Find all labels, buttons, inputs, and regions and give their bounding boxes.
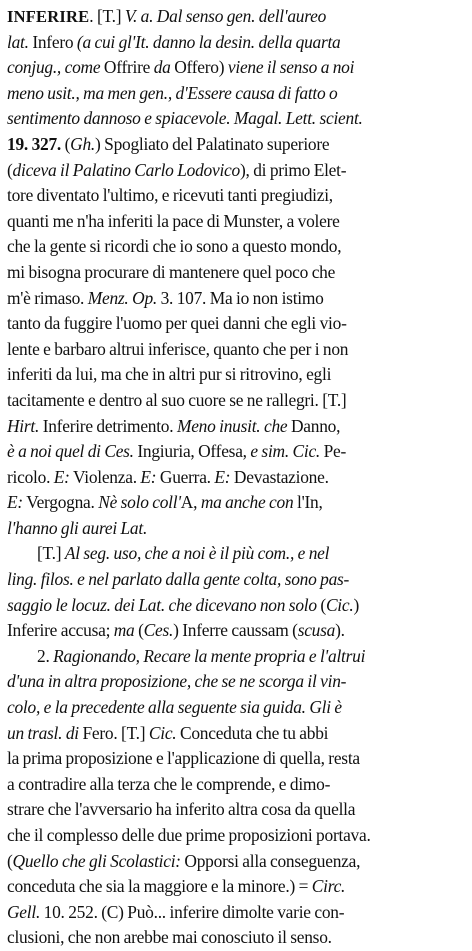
text: che il complesso delle due prime proposizioni portava. <box>7 825 371 845</box>
text: Inferire accusa; <box>7 620 114 641</box>
text: ( <box>7 850 13 871</box>
italic-text: E: <box>7 492 23 513</box>
italic-text: l'hanno gli aurei Lat. <box>7 517 148 538</box>
text: ( <box>134 620 144 641</box>
italic-text: è a noi quel di Ces. <box>7 441 134 462</box>
text: Fero. [T.] <box>78 722 149 743</box>
italic-text: d'una in altra proposizione, che se ne scorga il vin- <box>7 671 347 692</box>
italic-text: ling. filos. e nel parlato dalla gente colta, sono pas- <box>7 569 350 590</box>
entry-line-28 <box>7 695 466 721</box>
text: Devastazione. <box>230 466 329 487</box>
text: . [T.] <box>89 6 125 26</box>
text: strare che l'avversario ha inferito altra cosa da quella <box>7 799 356 820</box>
text: 10. 252. (C) Può... inferire dimolte varie con- <box>40 901 345 922</box>
text: ricolo. <box>7 466 54 487</box>
text: quanti me n'ha inferiti la pace di Munster, a volere <box>7 210 340 231</box>
entry-line-24 <box>7 593 466 619</box>
text: Opporsi alla conseguenza, <box>180 850 361 871</box>
entry-line-15 <box>7 362 466 388</box>
text: Offero) <box>170 57 228 78</box>
text: Danno, <box>287 415 341 436</box>
entry-line-2 <box>7 30 466 56</box>
entry-line-12 <box>7 286 466 312</box>
italic-text: e sim. Cic. <box>250 441 321 462</box>
entry-line-14 <box>7 337 466 363</box>
italic-text: saggio le locuz. dei Lat. che dicevano non solo <box>7 594 317 615</box>
text: la prima proposizione e l'applicazione di quella, resta <box>7 748 360 769</box>
text: tacitamente e dentro al suo cuore se ne rallegri. [T.] <box>7 389 347 410</box>
entry-line-13 <box>7 311 466 337</box>
entry-line-16 <box>7 388 466 414</box>
text: ), di primo Elet- <box>239 159 347 180</box>
entry-line-26 <box>7 644 466 670</box>
entry-line-11 <box>7 260 466 286</box>
italic-text: Circ. <box>311 876 346 897</box>
entry-line-19 <box>7 465 466 491</box>
italic-text: Meno inusit. che <box>176 415 288 436</box>
italic-text: ma <box>113 620 135 641</box>
text: a contradire alla terza che le comprende, e dimo- <box>7 773 331 794</box>
italic-text: E: <box>53 466 70 487</box>
italic-text: E: <box>214 466 231 487</box>
entry-line-33 <box>7 823 466 849</box>
italic-text: Nè solo coll' <box>98 492 181 513</box>
text: ) Inferre caussam ( <box>173 620 298 641</box>
italic-text: viene il senso a noi <box>227 57 355 78</box>
text: Guerra. <box>156 466 215 487</box>
entry-line-31 <box>7 772 466 798</box>
text: clusioni, che non arebbe mai conosciuto il senso. <box>7 927 332 948</box>
text: ). <box>335 620 345 641</box>
text: Conceduta che tu abbi <box>176 722 329 743</box>
text: che la gente si ricordi che io sono a questo mondo, <box>7 236 342 257</box>
text: ( <box>7 159 13 180</box>
text: 3. 107. Ma io non istimo <box>156 287 324 308</box>
text: [T.] <box>37 543 65 564</box>
entry-line-23 <box>7 567 466 593</box>
entry-line-22 <box>7 541 466 567</box>
entry-line-30 <box>7 746 466 772</box>
entry-line-21 <box>7 516 466 542</box>
entry-line-27 <box>7 669 466 695</box>
entry-line-37 <box>7 925 466 951</box>
italic-text: un trasl. di <box>7 722 79 743</box>
text: Pe- <box>320 441 347 462</box>
italic-text: diceva il Palatino Carlo Lodovico <box>12 159 240 180</box>
italic-text: Hirt. <box>7 415 40 436</box>
entry-line-32 <box>7 797 466 823</box>
italic-text: Cic. <box>148 722 177 743</box>
headword: INFERIRE <box>7 7 90 26</box>
text: m'è rimaso. <box>7 287 88 308</box>
entry-line-1 <box>7 4 466 30</box>
italic-text: Cic. <box>325 594 354 615</box>
italic-text: scusa <box>297 620 336 641</box>
text: l'In, <box>293 492 323 513</box>
italic-text: colo, e la precedente alla seguente sia guida. Gli è <box>7 697 342 718</box>
text: ) <box>353 594 359 615</box>
entry-line-3 <box>7 55 466 81</box>
italic-text: Gell. <box>7 901 41 922</box>
entry-line-6 <box>7 132 466 158</box>
text: ) Spogliato del Palatinato superiore <box>95 133 330 154</box>
entry-line-4 <box>7 81 466 107</box>
entry-line-5 <box>7 106 466 132</box>
italic-text: ma anche con <box>200 492 294 513</box>
text: ( <box>316 594 326 615</box>
bold-text: 19. 327. <box>7 133 65 154</box>
entry-line-36 <box>7 900 466 926</box>
text: Offrire <box>100 57 154 78</box>
text: Infero <box>28 31 77 52</box>
entry-line-35 <box>7 874 466 900</box>
text: Inferire detrimento. <box>39 415 177 436</box>
italic-text: Menz. Op. <box>87 287 157 308</box>
entry-line-9 <box>7 209 466 235</box>
italic-text: meno usit., ma men gen., d'Essere causa di fatto o <box>7 82 338 103</box>
entry-line-25 <box>7 618 466 644</box>
italic-text: V. a. Dal senso gen. dell'aureo <box>124 6 327 26</box>
italic-text: lat. <box>7 31 29 52</box>
entry-line-20 <box>7 490 466 516</box>
entry-line-8 <box>7 183 466 209</box>
entry-line-7 <box>7 158 466 184</box>
text: conceduta che sia la maggiore e la minore.) = <box>7 876 312 897</box>
entry-line-34 <box>7 849 466 875</box>
italic-text: conjug., come <box>7 57 101 78</box>
text: Ingiuria, Offesa, <box>133 441 251 462</box>
text: A, <box>180 492 201 513</box>
text: lente e barbaro altrui inferisce, quanto che per i non <box>7 338 349 359</box>
italic-text: Ces. <box>143 620 174 641</box>
text: Violenza. <box>69 466 141 487</box>
text: Vergogna. <box>22 492 99 513</box>
entry-line-18 <box>7 439 466 465</box>
italic-text: sentimento dannoso e spiacevole. Magal. Lett. scient. <box>7 108 363 129</box>
text: mi bisogna procurare di mantenere quel poco che <box>7 261 336 282</box>
italic-text: Quello che gli Scolastici: <box>12 850 181 871</box>
italic-text: Gh. <box>70 133 96 154</box>
text: 2. <box>37 645 54 666</box>
entry-line-29 <box>7 721 466 747</box>
italic-text: da <box>153 57 171 78</box>
text: tore diventato l'ultimo, e ricevuti tanti pregiudizi, <box>7 185 333 206</box>
italic-text: Ragionando, Recare la mente propria e l'altrui <box>53 645 366 666</box>
text: tanto da fuggire l'uomo per quei danni che egli vio- <box>7 313 347 334</box>
italic-text: Al seg. uso, che a noi è il più com., e nel <box>64 543 330 564</box>
italic-text: (a cui gl'It. danno la desin. della quarta <box>76 31 341 52</box>
entry-line-10 <box>7 234 466 260</box>
text: ( <box>64 133 71 154</box>
text: inferiti da lui, ma che in altri pur si ritrovino, egli <box>7 364 332 385</box>
italic-text: E: <box>140 466 157 487</box>
entry-line-17 <box>7 414 466 440</box>
